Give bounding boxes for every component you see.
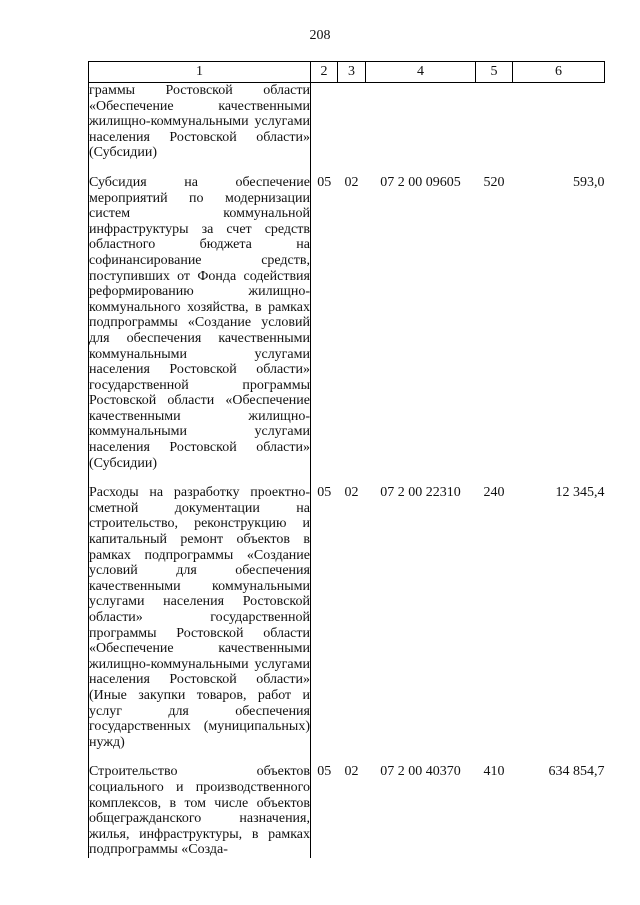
row-amount: 634 854,7 [548,764,605,780]
row-subsection [338,83,366,161]
budget-table [88,61,605,858]
row-section: 05 [317,485,332,501]
row-subsection: 02 [344,764,359,780]
row-description: граммы Ростовской области «Обеспечение качественными жилищно-коммунальными услугами населения Ростовской области» (Субсидии) [89,83,310,161]
header-col-3: 3 [338,62,366,83]
header-col-5: 5 [476,62,513,83]
row-target-article: 07 2 00 40370 [380,764,461,780]
page-number: 208 [309,28,331,43]
row-subsection: 02 [344,174,359,190]
row-expense-type: 240 [483,485,505,501]
header-row [89,62,605,83]
row-target-article [366,83,476,161]
row-section [311,83,338,161]
row-subsection: 02 [344,485,359,501]
header-col-1: 1 [89,62,311,83]
table-row [89,175,605,471]
row-amount: 12 345,4 [555,485,605,501]
header-col-2: 2 [311,62,338,83]
row-amount: 593,0 [573,174,605,190]
header-col-4: 4 [366,62,476,83]
row-section: 05 [317,174,332,190]
row-target-article: 07 2 00 09605 [380,174,461,190]
row-description: Расходы на разработку проектно-сметной документации на строительство, реконструкцию и капитальный ремонт объектов в рамках подпрограммы «Создание условий для обеспечения качественными коммунальными услугами населения Ростовской области» государственной программы Ростовской области «Обеспечение качественными жилищно-коммунальными услугами населения Ростовской области» (Иные закупки товаров, работ и услуг для обеспечения государственных (муниципальных) нужд) [89,485,310,750]
table-row [89,83,605,161]
row-expense-type: 410 [483,764,505,780]
row-section: 05 [317,764,332,780]
table-row [89,764,605,858]
row-description: Строительство объектов социального и производственного комплексов, в том числе объектов общегражданского назначения, жилья, инфраструктуры, в рамках подпрограммы «Созда- [89,764,310,858]
row-description: Субсидия на обеспечение мероприятий по модернизации систем коммунальной инфраструктуры за счет средств областного бюджета на софинансирование средств, поступивших от Фонда содействия реформированию жилищно-коммунального хозяйства, в рамках подпрограммы «Создание условий для обеспечения качественными коммунальными услугами населения Ростовской области» государственной программы Ростовской области «Обеспечение качественными жилищно-коммунальными услугами населения Ростовской области» (Субсидии) [89,174,310,471]
table-row [89,485,605,750]
row-amount [513,83,605,161]
row-expense-type [476,83,513,161]
row-target-article: 07 2 00 22310 [380,485,461,501]
header-col-6: 6 [513,62,605,83]
row-expense-type: 520 [483,174,505,190]
